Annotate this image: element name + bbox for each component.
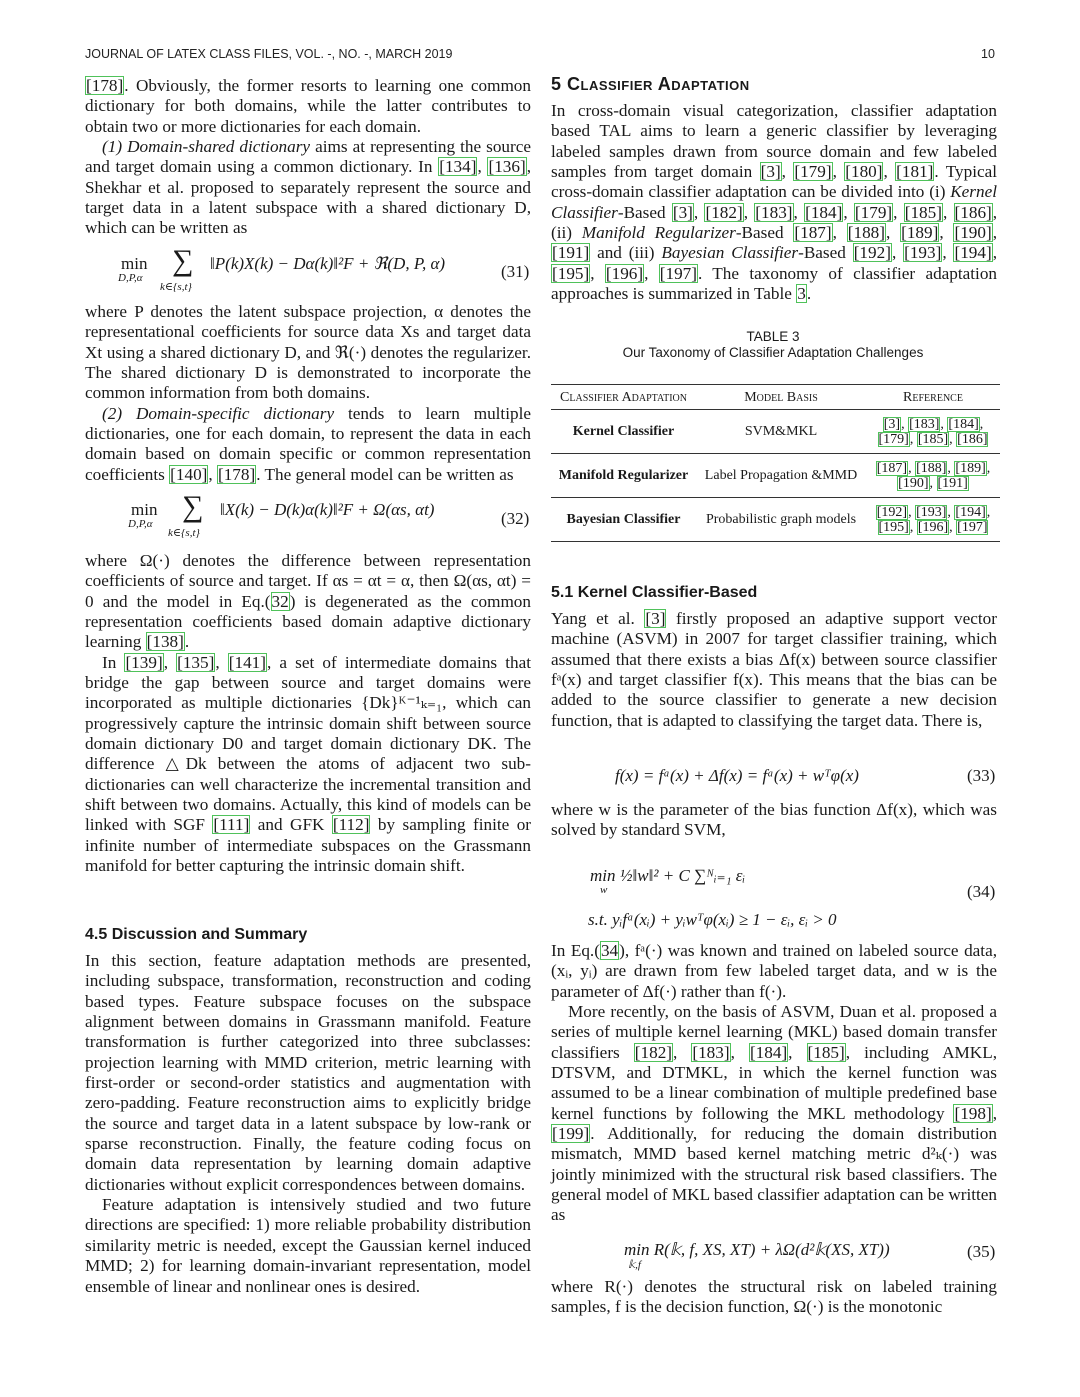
paragraph: where w is the parameter of the bias function Δf(x), which was solved by standard SVM, [551, 800, 997, 840]
citation-link[interactable]: [3] [883, 416, 901, 432]
section-heading-5-1: 5.1 Kernel Classifier-Based [551, 584, 758, 601]
term: (2) Domain-specific dictionary [102, 403, 335, 423]
eq-number: (34) [967, 882, 996, 901]
paragraph: Feature adaptation is intensively studied and two future directions are specified: 1) more reliable probability distribution similarity metric is needed, except the Gaussian kernel induced MMD; 2) for learning domain-invariant representation, model ensemble of linear and nonlinear ones is desired. [85, 1195, 531, 1296]
table-header-row [551, 385, 1000, 410]
citation-link[interactable]: [178] [86, 76, 124, 95]
paragraph: In [139], [135], [141], a set of intermediate domains that bridge the gap between source and target domains were incorporated as multiple dictionaries {Dk}ᴷ⁻¹ₖ₌₁, which can progressively capture the intrinsic domain shift between source domain dictionary D0 and target domain dictionary DK. The difference △Dk between the atoms of adjacent two sub-dictionaries can well characterize the incremental transition and shift between two domains. Actually, this kind of models can be linked with SGF [111] and GFK [112] by sampling finite or infinite number of intermediate subspaces on the Grassmann manifold for better capturing the intrinsic domain shift. [85, 652, 532, 876]
text: -Based [192], [193], [194], [195], [196], [197]. The taxonomy of classifier adaptation approaches is summarized in Table 3. [551, 243, 998, 304]
citation-link[interactable]: [179] [794, 162, 832, 182]
table-label: TABLE 3 [746, 329, 800, 344]
left-column-lower [85, 551, 531, 877]
citation-link[interactable]: [3] [672, 202, 693, 222]
text: -Based [187], [188], [189], [190], [191] and (iii) [552, 223, 997, 263]
right-column-bottom [551, 1277, 997, 1318]
citation-link[interactable]: [185] [904, 202, 942, 222]
eq-under: w [600, 884, 608, 896]
eq-under: D,P,α [118, 272, 143, 284]
citation-link[interactable]: [191] [552, 243, 590, 263]
eq-body: ‖X(k) − D(k)α(k)‖²F + Ω(αs, αt) [220, 500, 435, 519]
citation-link[interactable]: [185] [807, 1042, 845, 1062]
paragraph: [178]. Obviously, the former resorts to learning one common dictionary for both domains, while the latter contributes to obtain two or more dictionaries for each domain. [85, 76, 531, 136]
citation-link[interactable]: [112] [332, 815, 370, 835]
equation-link[interactable]: 32 [271, 591, 289, 611]
eq-number: (31) [501, 262, 530, 281]
citation-link[interactable]: [111] [213, 815, 250, 835]
paragraph: In this section, feature adaptation methods are presented, including subspace, transformation, reconstruction and coding based types. Feature subspace focuses on the subspace alignment between domains in Grassmann manifold. Feature transformation is further categorized into three subclasses: projection learning with MMD criterion, metric learning with first-order or second-order statistics and augmentation with zero-padding. Feature reconstruction aims to explicitly bridge the source and target data in a latent subspace by low-rank or sparse reconstruction. Finally, the feature coding focus on domain data representation by learning domain adaptive dictionaries without explicit correspondences between domains. [85, 951, 531, 1194]
citation-link[interactable]: [184] [948, 416, 979, 432]
eq-sum: ∑ [182, 490, 204, 523]
right-column-mid [551, 609, 997, 731]
cell: Manifold Regularizer [551, 454, 696, 498]
eq-number: (33) [967, 766, 996, 785]
cell: Bayesian Classifier [551, 498, 696, 542]
paragraph: where R(·) denotes the structural risk on labeled training samples, f is the decision function, Ω(·) is the monotonic [551, 1277, 997, 1317]
citation-link[interactable]: [3] [760, 162, 781, 182]
table-link[interactable]: 3 [797, 284, 806, 304]
citation-link[interactable]: [141] [228, 652, 266, 672]
citation-link[interactable]: [136] [488, 157, 526, 177]
term: (1) Domain-shared dictionary [102, 137, 311, 157]
citation-link[interactable]: [198] [954, 1103, 992, 1123]
citation-link[interactable]: [135] [177, 652, 215, 672]
citation-link[interactable]: [189] [955, 460, 986, 476]
paragraph: where Ω(·) denotes the difference between representation coefficients of source and target. If αs = αt = α, then Ω(αs, αt) = 0 and the model in Eq.(32) is degenerated as the common representation coefficients based domain adaptive dictionary learning [138]. [85, 551, 531, 652]
citation-link[interactable]: [138] [146, 632, 184, 652]
citation-link[interactable]: [183] [755, 202, 793, 222]
citation-link[interactable]: [186] [957, 431, 988, 447]
paragraph: Yang et al. [3] firstly proposed an adaptive support vector machine (ASVM) in 2007 for target classifier training, which assumed that there exists a bias Δf(x) between source classifier fᵃ(x) and target classifier f(x). This means that the bias can be added to the source classifier to generate a new decision function, that is adapted to classifying the target data. There is, [551, 609, 997, 730]
citation-link[interactable]: [195] [878, 519, 909, 535]
citation-link[interactable]: [179] [878, 431, 909, 447]
citation-link[interactable]: [180] [845, 162, 883, 182]
page-number: 10 [981, 47, 995, 61]
citation-link[interactable]: [139] [125, 652, 163, 672]
running-header: JOURNAL OF LATEX CLASS FILES, VOL. -, NO. -, MARCH 2019 [85, 47, 453, 61]
citation-link[interactable]: [3] [645, 609, 666, 628]
section-heading-5: 5 Classifier Adaptation [551, 74, 750, 94]
citation-link[interactable]: [187] [794, 223, 832, 243]
citation-link[interactable]: [188] [847, 223, 885, 243]
term: Bayesian Classifier [661, 243, 799, 263]
eq-min: min [131, 500, 158, 519]
left-column-bottom [85, 951, 531, 1297]
section-heading-4-5: 4.5 Discussion and Summary [85, 926, 308, 943]
citation-link[interactable]: [194] [954, 243, 992, 263]
eq-body: min R(𝕜, f, XS, XT) + λΩ(d²𝕜(XS, XT)) [624, 1240, 890, 1259]
citation-link[interactable]: [193] [916, 504, 947, 520]
term: Manifold Regularizer [581, 223, 736, 243]
citation-link[interactable]: [183] [692, 1042, 730, 1062]
citation-link[interactable]: [140] [170, 464, 208, 484]
text: -Based [3], [182], [183], [184], [179], [185], [186], (ii) [551, 202, 998, 243]
citation-link[interactable]: [195] [552, 263, 590, 283]
citation-link[interactable]: [197] [659, 263, 697, 283]
eq-sum-sub: k∈{s,t} [168, 527, 200, 539]
text: aims at representing the source and target domain using a common dictionary. In [134], [136], Shekhar et al. proposed to separately represent the source and target data in a latent subspace with a shared dictionary D, which can be written as [85, 137, 532, 238]
paragraph [85, 404, 531, 485]
citation-link[interactable]: [184] [805, 202, 843, 222]
left-column-mid [85, 302, 531, 485]
eq-under: 𝕜,f [628, 1259, 641, 1271]
text: In cross-domain visual categorization, classifier adaptation based TAL aims to learn a generic classifier by leveraging labeled samples drawn from source domain and few labeled samples from target domain [3], [179], [180], [181]. Typical cross-domain classifier adaptation can be divided into (i) [551, 101, 998, 202]
citation-link[interactable]: [184] [749, 1042, 788, 1062]
citation-link[interactable]: [178] [217, 464, 256, 484]
paragraph [551, 101, 997, 304]
citation-link[interactable]: [185] [917, 431, 949, 447]
eq-sum-sub: k∈{s,t} [160, 281, 192, 293]
citation-link[interactable]: [190] [954, 223, 992, 243]
term: Kernel Classifier [551, 182, 997, 222]
paragraph: More recently, on the basis of ASVM, Duan et al. proposed a series of multiple kernel learning (MKL) based domain transfer classifiers [182], [183], [184], [185], including AMKL, DTSVM, and DTMKL, in which the kernel function was assumed to be a linear combination of multiple predefined base kernel functions by following the MKL methodology [198], [199]. Additionally, for reducing the domain distribution mismatch, MMD based kernel matching metric d²ₖ(·) was jointly minimized with the structural risk based classifiers. The general model of MKL based classifier adaptation can be written as [551, 1002, 998, 1225]
citation-link[interactable]: [179] [854, 202, 893, 222]
cell: SVM&MKL [696, 410, 866, 454]
paragraph [85, 137, 531, 239]
right-column-top [551, 101, 997, 304]
cell: [192], [193], [194], [195], [196], [197] [866, 498, 1000, 542]
citation-link[interactable]: [181] [896, 162, 934, 182]
citation-link[interactable]: [182] [705, 202, 743, 222]
eq-under: D,P,α [128, 518, 153, 530]
eq-body: ‖P(k)X(k) − Dα(k)‖²F + ℜ(D, P, α) [210, 254, 446, 273]
citation-link[interactable]: [134] [439, 157, 477, 177]
eq-body: f(x) = fᵃ(x) + Δf(x) = fᵃ(x) + wᵀφ(x) [615, 766, 859, 785]
right-column-p3 [551, 800, 997, 841]
eq-number: (32) [501, 509, 530, 528]
citation-link[interactable]: [186] [954, 202, 992, 222]
equation-link[interactable]: 34 [600, 941, 619, 960]
citation-link[interactable]: [192] [853, 243, 891, 263]
citation-link[interactable]: [199] [552, 1124, 590, 1144]
citation-link[interactable]: [192] [876, 504, 908, 520]
eq-number: (35) [967, 1242, 996, 1261]
citation-link[interactable]: [196] [917, 519, 949, 535]
column-header: Model Basis [696, 385, 866, 410]
cell: [187], [188], [189], [190], [191] [866, 454, 1000, 498]
citation-link[interactable]: [187] [876, 460, 908, 476]
cell: Probabilistic graph models [696, 498, 866, 542]
citation-link[interactable]: [197] [957, 519, 988, 535]
eq-line-2: s.t. yᵢfᵃ(xᵢ) + yᵢwᵀφ(xᵢ) ≥ 1 − εᵢ, εᵢ > 0 [588, 910, 837, 929]
table-caption: Our Taxonomy of Classifier Adaptation Challenges [622, 345, 924, 360]
table-row [551, 410, 1000, 454]
paragraph: In Eq.(34), fᵃ(·) was known and trained on labeled source data, (xᵢ, yᵢ) are drawn from few labeled target data, and w is the parameter of Δf(·) rather than f(·). [551, 941, 997, 1001]
citation-link[interactable]: [191] [937, 475, 968, 491]
taxonomy-table [551, 384, 1000, 542]
citation-link[interactable]: [189] [901, 223, 939, 243]
eq-min: min [121, 254, 148, 273]
citation-link[interactable]: [194] [955, 504, 986, 520]
eq-sum: ∑ [172, 244, 194, 277]
citation-link[interactable]: [182] [634, 1042, 673, 1062]
cell: Kernel Classifier [551, 410, 696, 454]
right-column-lower [551, 941, 997, 1226]
citation-link[interactable]: [196] [605, 263, 644, 283]
citation-link[interactable]: [188] [916, 460, 947, 476]
cell: [3], [183], [184], [179], [185], [186] [866, 410, 1000, 454]
paragraph: where P denotes the latent subspace projection, α denotes the representational coefficients for source data Xs and target data Xt using a shared dictionary D, and ℜ(·) denotes the regularizer. The shared dictionary D is demonstrated to incorporate the common information from both domains. [85, 302, 531, 403]
table-row [551, 498, 1000, 542]
column-header: Classifier Adaptation [551, 385, 696, 410]
column-header: Reference [866, 385, 1000, 410]
citation-link[interactable]: [183] [909, 416, 940, 432]
citation-link[interactable]: [193] [904, 243, 942, 263]
table-row [551, 454, 1000, 498]
left-column-top [85, 76, 531, 239]
cell: Label Propagation &MMD [696, 454, 866, 498]
text: tends to learn multiple dictionaries, one for each domain, to represent the data in each domain based on domain specific or common representation coefficients [140], [178]. The general model can be written as [85, 403, 531, 484]
eq-line-1: min ½‖w‖² + C ∑ᴺᵢ₌₁ εᵢ [590, 866, 746, 885]
citation-link[interactable]: [190] [898, 475, 929, 491]
